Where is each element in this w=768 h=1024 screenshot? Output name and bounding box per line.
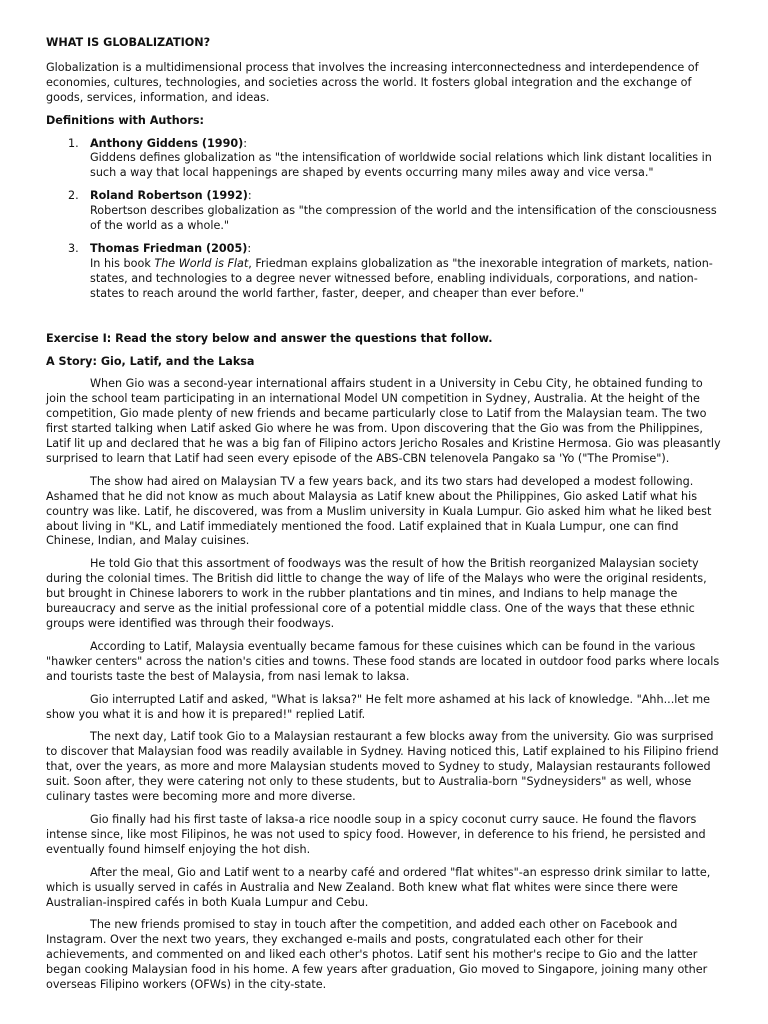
definition-number: 1. [68,136,79,150]
story-paragraph: According to Latif, Malaysia eventually became famous for these cuisines which can be found in the various "hawker centers" across the nation's cities and towns. These food stands are located in outdoor food parks where locals and tourists taste the best of Malaysia, from nasi lemak to laksa. [46,639,720,683]
story-paragraph: After the meal, Gio and Latif went to a nearby café and ordered "flat whites"-an espresso drink similar to latte, which is usually served in cafés in Australia and New Zealand. Both knew what flat whites were since there were Australian-inspired cafés in both Kuala Lumpur and Cebu. [46,865,711,909]
story-paragraph: He told Gio that this assortment of foodways was the result of how the British reorganized Malaysian society during the colonial times. The British did little to change the way of life of the Malays who were the original residents, but brought in Chinese laborers to work in the rubber plantations and tin mines, and Indians to help manage the bureaucracy and serve as the initial professional core of a potential middle class. One of the ways that these ethnic groups were identified was through their foodways. [46,557,707,630]
definition-number: 3. [68,241,79,255]
definition-text-before: In his book [90,256,155,270]
story-paragraph: Gio interrupted Latif and asked, "What is laksa?" He felt more ashamed at his lack of knowledge. "Ahh...let me show you what it is and how it is prepared!" replied Latif. [46,692,710,721]
story-paragraph: When Gio was a second-year international affairs student in a University in Cebu City, he obtained funding to join the school team participating in an international Model UN competition in Sydney, Australia. At the height of the competition, Gio made plenty of new friends and became particularly close to Latif from the Malaysian team. The two first started talking when Latif asked Gio where he was from. Upon discovering that the Gio was from the Philippines, Latif lit up and declared that he was a big fan of Filipino actors Jericho Rosales and Kristine Hermosa. Gio was pleasantly surprised to learn that Latif had seen every episode of the ABS-CBN telenovela Pangako sa 'Yo ("The Promise"). [46,377,721,465]
definition-author: Roland Robertson (1992) [90,189,248,203]
story-paragraph: The next day, Latif took Gio to a Malaysian restaurant a few blocks away from the university. Gio was surprised to discover that Malaysian food was readily available in Sydney. Having noticed this, Latif explained to his Filipino friend that, over the years, as more and more Malaysian students moved to Sydney to study, Malaysian restaurants followed suit. Soon after, they were catering not only to these students, but to Australia-born "Sydneysiders" as well, whose culinary tastes were becoming more and more diverse. [46,730,719,804]
document-body [46,36,722,1001]
definition-text-before: Giddens defines globalization as "the intensification of worldwide social relations which link distant localities in such a way that local happenings are shaped by events occurring many miles away and vice versa." [90,151,712,180]
definition-text [90,257,722,302]
definitions-list [46,137,722,302]
definition-colon: : [247,189,252,203]
definition-number: 2. [68,189,79,203]
definition-author: Anthony Giddens (1990) [90,136,244,150]
definition-colon: : [247,241,252,255]
definition-item [46,137,722,182]
definition-item [46,242,722,302]
page-title: WHAT IS GLOBALIZATION? [46,36,211,49]
story-paragraph: The new friends promised to stay in touch after the competition, and added each other on Facebook and Instagram. Over the next two years, they exchanged e-mails and posts, congratulated each other for their achievements, and commented on and liked each other's photos. Latif sent his mother's recipe to Gio and the latter began cooking Malaysian food in his home. A few years after graduation, Gio moved to Singapore, joining many other overseas Filipino workers (OFWs) in the city-state. [46,918,708,992]
definition-colon: : [243,136,248,150]
definition-text-before: Robertson describes globalization as "the compression of the world and the intensification of the consciousness of the world as a whole." [90,204,717,233]
definition-text [90,151,722,181]
definitions-heading: Definitions with Authors: [46,113,205,127]
definition-item [46,189,722,234]
intro-paragraph: Globalization is a multidimensional process that involves the increasing interconnectedness and interdependence of economies, cultures, technologies, and societies across the world. It fosters global integration and the exchange of goods, services, information, and ideas. [46,60,699,104]
exercise-heading: Exercise I: Read the story below and answer the questions that follow. [46,331,493,345]
definition-author: Thomas Friedman (2005) [90,241,248,255]
definition-text-after: , Friedman explains globalization as "the inexorable integration of markets, nation-states, and technologies to a degree never witnessed before, enabling individuals, corporations, and nation-states to reach around the world farther, faster, deeper, and cheaper than ever before." [90,256,713,300]
definition-book-title: The World is Flat [154,256,249,270]
story-paragraph: The show had aired on Malaysian TV a few years back, and its two stars had developed a modest following. Ashamed that he did not know as much about Malaysia as Latif knew about the Philippines, Gio asked Latif what his country was like. Latif, he discovered, was from a Muslim university in Kuala Lumpur. Gio asked him what he liked best about living in "KL, and Latif immediately mentioned the food. Latif explained that in Kuala Lumpur, one can find Chinese, Indian, and Malay cuisines. [46,474,712,548]
story-paragraph: Gio finally had his first taste of laksa-a rice noodle soup in a spicy coconut curry sauce. He found the flavors intense since, like most Filipinos, he was not used to spicy food. However, in deference to his friend, he persisted and eventually found himself enjoying the hot dish. [46,812,706,856]
definition-text [90,204,722,234]
story-title: A Story: Gio, Latif, and the Laksa [46,354,255,368]
